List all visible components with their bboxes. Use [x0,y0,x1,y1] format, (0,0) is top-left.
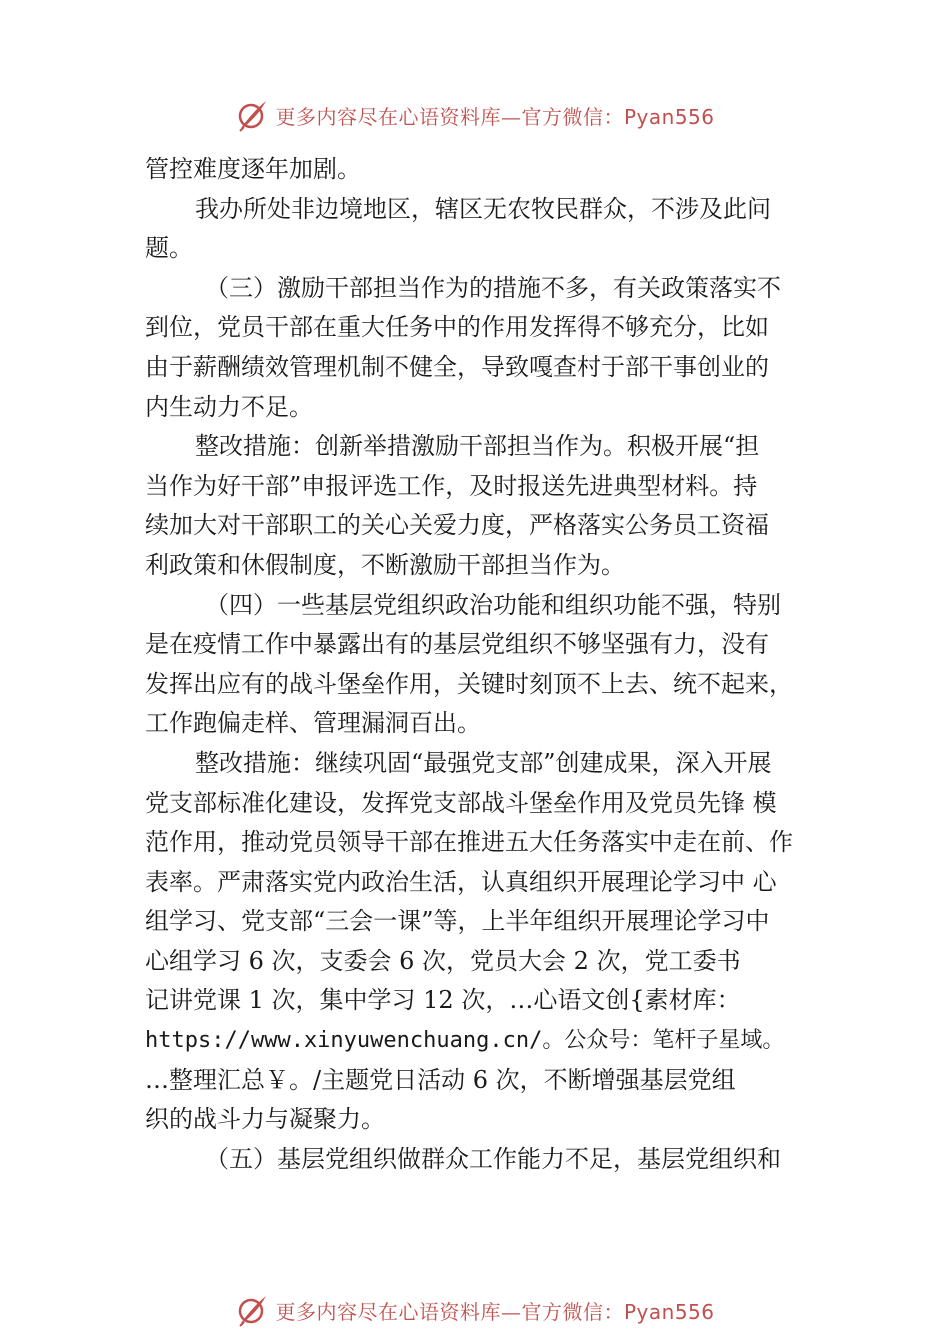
quill-pen-seal-icon [235,1293,269,1327]
banner-text [275,1296,714,1325]
banner-label: 更多内容尽在心语资料库—官方微信： [275,1299,624,1324]
text-line: （五）基层党组织做群众工作能力不足，基层党组织和 [205,1144,781,1173]
text-line: 我办所处非边境地区，辖区无农牧民群众，不涉及此问 [195,194,771,223]
banner-text [275,101,714,130]
banner-label: 更多内容尽在心语资料库—官方微信： [275,104,624,129]
document-body [145,150,845,1179]
text-line: 当作为好干部”申报评选工作，及时报送先进典型材料。持 [145,471,758,500]
text-line: 利政策和休假制度，不断激励干部担当作为。 [145,550,625,579]
text-line: 由于薪酬绩效管理机制不健全，导致嘎查村于部干事创业的 [145,352,769,381]
text-line: 范作用，推动党员领导干部在推进五大任务落实中走在前、作 [145,828,793,857]
banner-wechat-id: Pyan556 [623,104,715,129]
text-line: 表率。严肃落实党内政治生活，认真组织开展理论学习中 心 [145,867,777,896]
text-line: 内生动力不足。 [145,392,313,421]
footer-banner [0,1290,950,1330]
text-line: 记讲党课 1 次，集中学习 12 次，…心语文创{素材库： [145,986,741,1015]
text-line: 续加大对干部职工的关心关爱力度，严格落实公务员工资福 [145,511,769,540]
quill-pen-seal-icon [235,98,269,132]
text-line: 整改措施：创新举措激励干部担当作为。积极开展“担 [195,432,760,461]
text-line: 工作跑偏走样、管理漏洞百出。 [145,709,481,738]
text-line: 心组学习 6 次，支委会 6 次，党员大会 2 次，党工委书 [145,946,741,975]
text-line: 发挥出应有的战斗堡垒作用，关键时刻顶不上去、统不起来， [145,669,793,698]
text-line: 是在疫情工作中暴露出有的基层党组织不够坚强有力，没有 [145,630,769,659]
text-line: 管控难度逐年加剧。 [145,155,361,183]
text-line: 整改措施：继续巩固“最强党支部”创建成果，深入开展 [195,748,772,777]
text-line: 到位，党员干部在重大任务中的作用发挥得不够充分，比如 [145,313,769,342]
text-line-url: https://www.xinyuwenchuang.cn/。公众号：笔杆子星域。 [145,1028,785,1054]
text-line: （三）激励干部担当作为的措施不多，有关政策落实不 [205,273,781,302]
text-line: （四）一些基层党组织政治功能和组织功能不强，特别 [205,590,781,619]
text-line: 党支部标准化建设，发挥党支部战斗堡垒作用及党员先锋 模 [145,788,777,817]
banner-wechat-id: Pyan556 [623,1299,715,1324]
text-line: 组学习、党支部“三会一课”等，上半年组织开展理论学习中 [145,907,770,936]
text-line: …整理汇总￥。/主题党日活动 6 次，不断增强基层党组 [145,1065,736,1094]
header-banner [0,95,950,135]
text-line: 织的战斗力与凝聚力。 [145,1105,385,1134]
text-line: 题。 [145,234,193,263]
